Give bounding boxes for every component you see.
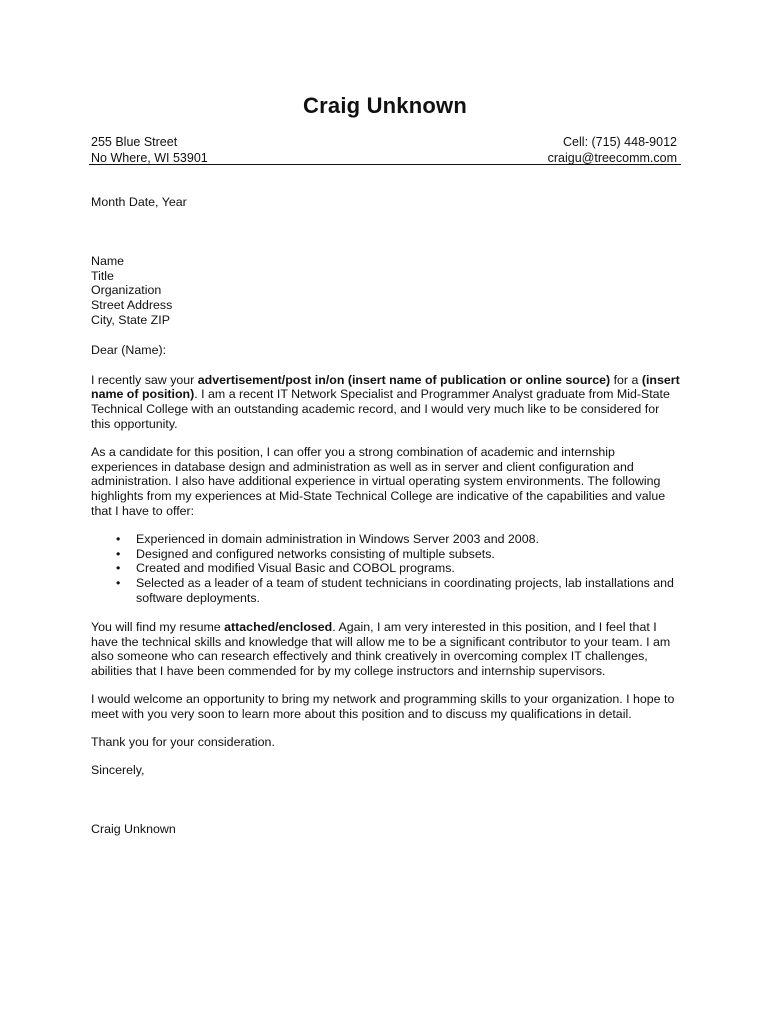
bullet-icon: • <box>116 576 121 591</box>
paragraph-qualifications: As a candidate for this position, I can offer you a strong combination of academic and internship experiences in database design and administration as well as in server and client configuration and administration. I also have additional experience in virtual operating system environments. The following highlights from my experiences at Mid-State Technical College are indicative of the capabilities and value that I have to offer: <box>91 444 666 518</box>
highlights-list <box>91 532 681 606</box>
list-item <box>91 532 681 547</box>
recipient-title: Title <box>91 268 114 283</box>
p3-bold-attached: attached/enclosed <box>224 619 333 634</box>
list-item-text: Designed and configured networks consisting of multiple subsets. <box>136 546 495 561</box>
closing: Sincerely, <box>91 763 145 778</box>
p1-text-2: for a <box>610 372 642 387</box>
p1-text-1: I recently saw your <box>91 372 198 387</box>
recipient-city: City, State ZIP <box>91 312 170 327</box>
sender-address <box>91 134 208 166</box>
recipient-block <box>91 254 681 328</box>
letter-date: Month Date, Year <box>91 195 187 209</box>
phone-number: Cell: (715) 448-9012 <box>563 135 677 149</box>
bullet-icon: • <box>116 561 121 576</box>
p1-bold-position: (insert name of position) <box>91 372 680 402</box>
bullet-icon: • <box>116 546 121 561</box>
paragraph-intro <box>91 373 681 432</box>
list-item-text: Created and modified Visual Basic and COBOL programs. <box>136 561 455 576</box>
recipient-organization: Organization <box>91 283 162 298</box>
address-line-1: 255 Blue Street <box>91 135 178 149</box>
list-item-text: Selected as a leader of a team of student technicians in coordinating projects, lab installations and software deployments. <box>136 576 674 605</box>
signature-name: Craig Unknown <box>91 822 176 837</box>
list-item <box>91 547 681 562</box>
p1-text-3: . I am a recent IT Network Specialist and Programmer Analyst graduate from Mid-State Technical College with an outstanding academic record, and I would very much like to be considered for this opportunity. <box>91 387 670 431</box>
list-item-text: Experienced in domain administration in Windows Server 2003 and 2008. <box>136 531 539 546</box>
bullet-icon: • <box>116 531 121 546</box>
letter-body <box>91 195 681 837</box>
p1-bold-publication: advertisement/post in/on (insert name of publication or online source) <box>197 372 611 387</box>
list-item <box>91 561 681 576</box>
paragraph-welcome: I would welcome an opportunity to bring my network and programming skills to your organization. I hope to meet with you very soon to learn more about this position and to discuss my qualifications in detail. <box>91 691 675 721</box>
address-line-2: No Where, WI 53901 <box>91 151 208 165</box>
header-divider <box>89 164 681 165</box>
recipient-name: Name <box>91 253 125 268</box>
p3-text-2: . Again, I am very interested in this position, and I feel that I have the technical skills and knowledge that will allow me to be a significant contributor to your team. I am also someone who can research effectively and think creatively in overcoming complex IT challenges, abilities that I have been commended for by my college instructors and internship supervisors. <box>91 619 671 679</box>
paragraph-resume <box>91 620 681 679</box>
p3-text-1: You will find my resume <box>91 619 225 634</box>
email-address: craigu@treecomm.com <box>547 151 677 165</box>
paragraph-thanks: Thank you for your consideration. <box>91 734 275 749</box>
recipient-street: Street Address <box>91 298 173 313</box>
sender-contact <box>548 134 677 166</box>
salutation: Dear (Name): <box>91 342 167 357</box>
sender-name-heading: Craig Unknown <box>303 93 467 118</box>
list-item <box>91 576 681 606</box>
